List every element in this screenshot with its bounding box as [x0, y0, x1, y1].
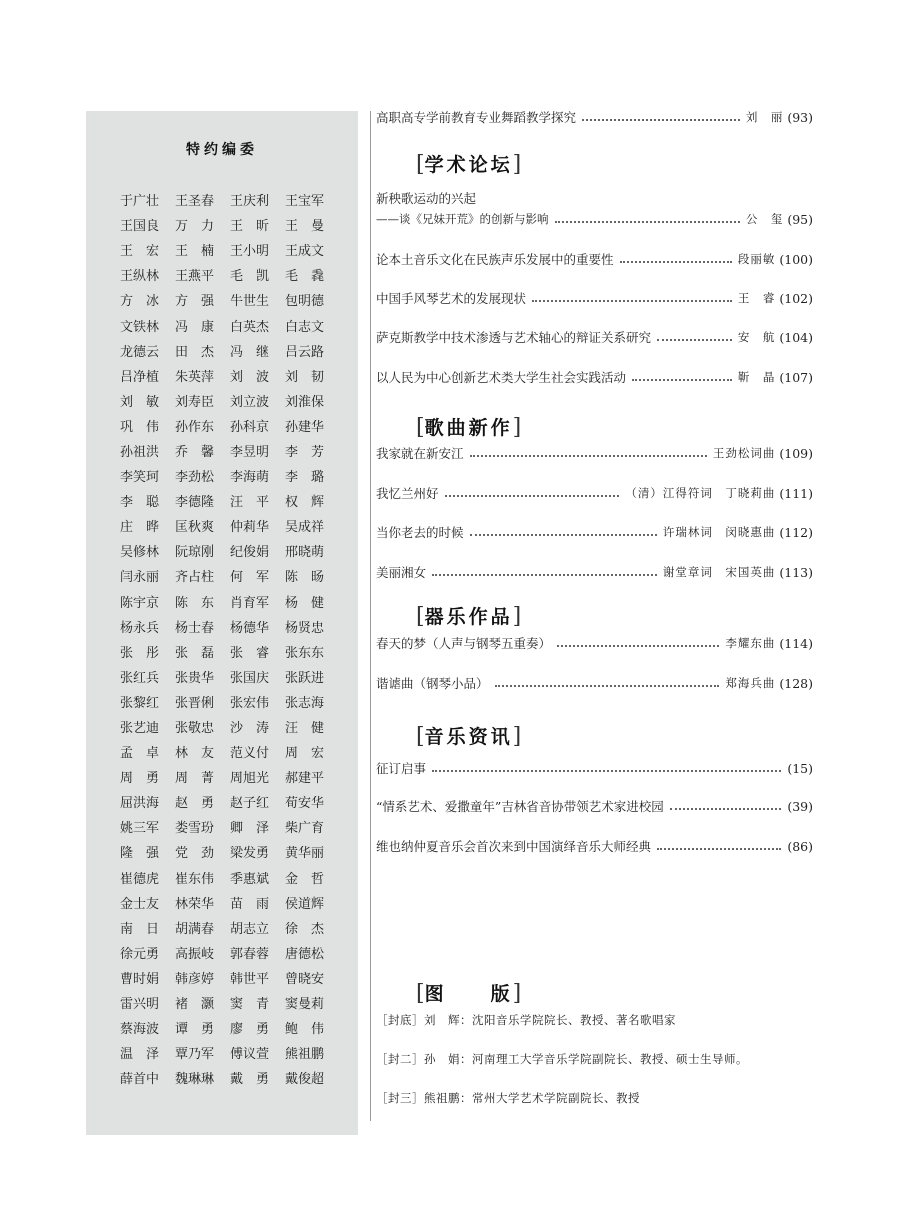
- editor-row: [120, 287, 340, 312]
- toc-entry-author: 王劲松词曲: [712, 446, 776, 460]
- editor-name: 金 哲: [285, 871, 325, 887]
- toc-entry[interactable]: [376, 563, 813, 581]
- editor-row: [120, 714, 340, 739]
- toc-entry-title: 谐谑曲（钢琴小品）: [376, 676, 489, 691]
- editor-name: 徐 杰: [285, 921, 325, 937]
- editor-name: 党 劲: [175, 846, 215, 862]
- editor-name: 张宏伟: [230, 695, 270, 711]
- toc-entry[interactable]: [376, 759, 813, 777]
- toc-entry[interactable]: [376, 674, 813, 692]
- toc-entry-author: 安 航: [737, 330, 776, 344]
- editor-name: 王 昕: [230, 219, 270, 235]
- editor-name: 张敬忠: [175, 721, 215, 737]
- editor-row: [120, 413, 340, 438]
- editor-row: [120, 839, 340, 864]
- editor-row: [120, 814, 340, 839]
- editor-row: [120, 363, 340, 388]
- editor-row: [120, 388, 340, 413]
- editor-name: 王小明: [230, 244, 270, 260]
- editor-name: 万 力: [175, 219, 215, 235]
- editor-name: 白英杰: [230, 319, 270, 335]
- plate-entry: [376, 1051, 748, 1067]
- editor-name: 杨德华: [230, 620, 270, 636]
- editor-name: 王 楠: [175, 244, 215, 260]
- editor-name: 李德隆: [175, 495, 215, 511]
- editor-name: 孙科京: [230, 419, 270, 435]
- editor-name: 李 聪: [120, 495, 160, 511]
- editor-name: 张东东: [285, 645, 325, 661]
- toc-entry-author: 李耀东曲: [725, 636, 776, 650]
- toc-entry-title: 论本土音乐文化在民族声乐发展中的重要性: [376, 252, 614, 267]
- toc-entry-author: 郑海兵曲: [725, 676, 776, 690]
- editor-row: [120, 1065, 340, 1090]
- leader-dots: [557, 645, 719, 647]
- editor-name: 季惠斌: [230, 871, 270, 887]
- editor-name: 冯 康: [175, 319, 215, 335]
- column-divider: [370, 111, 371, 1121]
- editor-name: 曾晓安: [285, 971, 325, 987]
- toc-entry-page: (86): [787, 838, 813, 854]
- leader-dots: [657, 848, 781, 850]
- toc-entry-title: 当你老去的时候: [376, 525, 464, 540]
- leader-dots: [495, 685, 720, 687]
- toc-entry-title: 高职高专学前教育专业舞蹈教学探究: [376, 110, 577, 125]
- editor-name: 窦曼莉: [285, 997, 325, 1013]
- toc-entry[interactable]: [376, 211, 813, 227]
- editor-name: 张 磊: [175, 645, 215, 661]
- toc-entry-title: 以人民为中心创新艺术类大学生社会实践活动: [376, 370, 627, 385]
- toc-entry-title[interactable]: 新秧歌运动的兴起: [376, 191, 477, 206]
- editor-name: 傅议萱: [230, 1047, 270, 1063]
- editor-name: 于广壮: [120, 194, 160, 210]
- plate-label: ［封底］: [376, 1013, 424, 1027]
- editor-name: 汪 平: [230, 495, 270, 511]
- editor-name: 刘立波: [230, 394, 270, 410]
- editor-name: 赵子红: [230, 796, 270, 812]
- leader-dots: [432, 574, 657, 576]
- editor-name: 范义付: [230, 746, 270, 762]
- plate-text: 刘 辉：沈阳音乐学院院长、教授、著名歌唱家: [424, 1013, 676, 1027]
- editor-row: [120, 463, 340, 488]
- editor-name: 权 辉: [285, 495, 325, 511]
- section-heading-songs: [歌曲新作]: [416, 415, 522, 440]
- editor-name: 王圣春: [175, 194, 215, 210]
- editor-name: 王 曼: [285, 219, 325, 235]
- toc-entry-page: (128): [779, 675, 813, 691]
- editor-name: 李劲松: [175, 470, 215, 486]
- editor-row: [120, 262, 340, 287]
- editor-row: [120, 338, 340, 363]
- leader-dots: [657, 339, 732, 341]
- toc-entry[interactable]: [376, 289, 813, 307]
- editor-row: [120, 965, 340, 990]
- editor-row: [120, 312, 340, 337]
- leader-dots: [555, 221, 740, 223]
- editor-name: 周旭光: [230, 771, 270, 787]
- editor-row: [120, 789, 340, 814]
- editor-name: 王庆利: [230, 194, 270, 210]
- editorial-board-title: 特约编委: [186, 142, 258, 158]
- toc-entry[interactable]: [376, 523, 813, 541]
- toc-entry[interactable]: [376, 328, 813, 346]
- editor-name: 姚三军: [120, 821, 160, 837]
- editor-name: 纪俊娟: [230, 545, 270, 561]
- editor-name: 周 勇: [120, 771, 160, 787]
- editorial-board-panel: [86, 111, 358, 1135]
- editor-name: 张跃进: [285, 670, 325, 686]
- editor-name: 陈宇京: [120, 595, 160, 611]
- editor-row: [120, 614, 340, 639]
- plate-entry: [376, 1090, 640, 1106]
- section-heading-plates: [图 版]: [416, 981, 522, 1006]
- editor-row: [120, 187, 340, 212]
- editor-name: 唐德松: [285, 946, 325, 962]
- editor-row: [120, 940, 340, 965]
- editor-name: 刘 韧: [285, 369, 325, 385]
- editor-name: 何 军: [230, 570, 270, 586]
- editor-name: 刘 敏: [120, 394, 160, 410]
- editor-name: 毛 凯: [230, 269, 270, 285]
- editor-name: 卿 泽: [230, 821, 270, 837]
- editor-name: 苗 雨: [230, 896, 270, 912]
- editor-name: 朱英萍: [175, 369, 215, 385]
- leader-dots: [470, 455, 707, 457]
- editor-name: 牛世生: [230, 294, 270, 310]
- section-heading-instrumental: [器乐作品]: [416, 604, 522, 629]
- editor-row: [120, 664, 340, 689]
- editor-name: 冯 继: [230, 344, 270, 360]
- editor-name: 林 友: [175, 746, 215, 762]
- editor-name: 吴成祥: [285, 520, 325, 536]
- editor-name: 林荣华: [175, 896, 215, 912]
- editor-name: 崔德虎: [120, 871, 160, 887]
- toc-entry-page: (102): [779, 290, 813, 306]
- toc-entry-page: (114): [779, 635, 813, 651]
- editor-name: 金士友: [120, 896, 160, 912]
- editor-name: 巩 伟: [120, 419, 160, 435]
- toc-entry-title: 萨克斯教学中技术渗透与艺术轴心的辩证关系研究: [376, 330, 652, 345]
- editor-name: 蔡海波: [120, 1022, 160, 1038]
- editor-name: 熊祖鹏: [285, 1047, 325, 1063]
- editor-name: 孟 卓: [120, 746, 160, 762]
- editor-name: 闫永丽: [120, 570, 160, 586]
- toc-entry[interactable]: [376, 837, 813, 855]
- toc-entry-title: 征订启事: [376, 761, 427, 776]
- editor-name: 刘 波: [230, 369, 270, 385]
- editor-name: 褚 灏: [175, 997, 215, 1013]
- editor-name: 张艺迪: [120, 721, 160, 737]
- editor-name: 田 杰: [175, 344, 215, 360]
- editor-name: 陈 旸: [285, 570, 325, 586]
- leader-dots: [670, 808, 782, 810]
- editor-row: [120, 764, 340, 789]
- editor-name: 周 宏: [285, 746, 325, 762]
- editor-row: [120, 513, 340, 538]
- editor-name: 南 日: [120, 921, 160, 937]
- editor-name: 郝建平: [285, 771, 325, 787]
- leader-dots: [532, 300, 732, 302]
- editor-name: 汪 健: [285, 721, 325, 737]
- editor-name: 乔 馨: [175, 444, 215, 460]
- toc-entry-author: （清）江得符词 丁晓莉曲: [625, 486, 776, 500]
- editor-name-grid: [120, 187, 340, 1090]
- editor-row: [120, 639, 340, 664]
- toc-entry-subtitle: ——谈《兄妹开荒》的创新与影响: [376, 212, 549, 226]
- toc-entry-page: (39): [787, 798, 813, 814]
- editor-name: 赵 勇: [175, 796, 215, 812]
- editor-name: 侯道辉: [285, 896, 325, 912]
- editor-name: 王国良: [120, 219, 160, 235]
- leader-dots: [445, 495, 620, 497]
- editor-name: 张国庆: [230, 670, 270, 686]
- leader-dots: [470, 534, 657, 536]
- editor-name: 李海萌: [230, 470, 270, 486]
- editor-name: 娄雪玢: [175, 821, 215, 837]
- editor-name: 孙祖洪: [120, 444, 160, 460]
- editor-name: 杨贤忠: [285, 620, 325, 636]
- editor-name: 肖育军: [230, 595, 270, 611]
- editor-name: 梁发勇: [230, 846, 270, 862]
- editor-name: 王燕平: [175, 269, 215, 285]
- toc-entry-title: “情系艺术、爱撒童年”吉林省音协带领艺术家进校园: [376, 799, 664, 814]
- toc-entry-page: (109): [779, 445, 813, 461]
- editor-name: 文铁林: [120, 319, 160, 335]
- editor-name: 毛 毳: [285, 269, 325, 285]
- toc-entry-author: 刘 丽: [745, 110, 784, 124]
- editor-name: 杨 健: [285, 595, 325, 611]
- editor-name: 张黎红: [120, 695, 160, 711]
- toc-entry-title: 我忆兰州好: [376, 486, 439, 501]
- editor-name: 王成文: [285, 244, 325, 260]
- editor-row: [120, 589, 340, 614]
- editor-name: 温 泽: [120, 1047, 160, 1063]
- editor-row: [120, 865, 340, 890]
- editor-name: 张贵华: [175, 670, 215, 686]
- editor-name: 韩世平: [230, 971, 270, 987]
- editor-name: 魏琳琳: [175, 1072, 215, 1088]
- toc-entry-title: 我家就在新安江: [376, 446, 464, 461]
- toc-entry-page: (112): [779, 524, 813, 540]
- editor-row: [120, 1015, 340, 1040]
- toc-entry-author: 王 睿: [737, 291, 776, 305]
- editor-name: 陈 东: [175, 595, 215, 611]
- editor-row: [120, 538, 340, 563]
- editor-name: 张红兵: [120, 670, 160, 686]
- editor-name: 齐占柱: [175, 570, 215, 586]
- toc-entry-author: 公 玺: [745, 212, 784, 226]
- leader-dots: [582, 119, 740, 121]
- editor-name: 薛首中: [120, 1072, 160, 1088]
- section-heading-academic: [学术论坛]: [416, 152, 522, 177]
- toc-entry-title: 维也纳仲夏音乐会首次来到中国演绎音乐大师经典: [376, 839, 652, 854]
- editor-row: [120, 915, 340, 940]
- toc-entry[interactable]: [376, 797, 813, 815]
- editor-name: 黄华丽: [285, 846, 325, 862]
- editor-name: 张 彤: [120, 645, 160, 661]
- editor-name: 柴广育: [285, 821, 325, 837]
- toc-entry[interactable]: [376, 484, 813, 502]
- toc-entry-page: (100): [779, 251, 813, 267]
- toc-entry[interactable]: [376, 634, 813, 652]
- editor-name: 鲍 伟: [285, 1022, 325, 1038]
- editor-name: 方 冰: [120, 294, 160, 310]
- toc-entry-author: 靳 晶: [737, 370, 776, 384]
- plate-text: 孙 娟：河南理工大学音乐学院副院长、教授、硕士生导师。: [424, 1052, 748, 1066]
- editor-name: 吴修林: [120, 545, 160, 561]
- toc-entry-page: (15): [787, 760, 813, 776]
- leader-dots: [620, 261, 732, 263]
- toc-entry-title: 美丽湘女: [376, 565, 427, 580]
- editor-name: 方 强: [175, 294, 215, 310]
- editor-name: 匡秋爽: [175, 520, 215, 536]
- toc-entry-page: (93): [787, 109, 813, 125]
- editor-name: 崔东伟: [175, 871, 215, 887]
- leader-dots: [432, 770, 781, 772]
- editor-name: 李 芳: [285, 444, 325, 460]
- editor-name: 李昱明: [230, 444, 270, 460]
- toc-entry-author: 段丽敏: [737, 252, 776, 266]
- toc-entry-page: (107): [779, 369, 813, 385]
- editor-name: 白志文: [285, 319, 325, 335]
- editor-name: 韩彦婷: [175, 971, 215, 987]
- editor-name: 王纵林: [120, 269, 160, 285]
- toc-entry[interactable]: [376, 444, 813, 462]
- editor-name: 胡志立: [230, 921, 270, 937]
- editor-name: 郭春蓉: [230, 946, 270, 962]
- toc-entry-author: 谢堂章词 宋国英曲: [662, 565, 776, 579]
- editor-row: [120, 212, 340, 237]
- editor-name: 张晋俐: [175, 695, 215, 711]
- editor-name: 沙 涛: [230, 721, 270, 737]
- toc-entry[interactable]: [376, 368, 813, 386]
- editor-name: 李笑珂: [120, 470, 160, 486]
- toc-entry-author: 许瑞林词 闵晓惠曲: [662, 525, 776, 539]
- editor-name: 隆 强: [120, 846, 160, 862]
- plate-label: ［封三］: [376, 1091, 424, 1105]
- editor-name: 包明德: [285, 294, 325, 310]
- editor-name: 高振岐: [175, 946, 215, 962]
- editor-name: 李 璐: [285, 470, 325, 486]
- editor-name: 窦 青: [230, 997, 270, 1013]
- editor-row: [120, 990, 340, 1015]
- editor-name: 雷兴明: [120, 997, 160, 1013]
- toc-entry[interactable]: [376, 108, 813, 126]
- editor-name: 杨永兵: [120, 620, 160, 636]
- toc-entry-page: (95): [787, 211, 813, 227]
- plate-label: ［封二］: [376, 1052, 424, 1066]
- editor-name: 覃乃军: [175, 1047, 215, 1063]
- editor-name: 刘寿臣: [175, 394, 215, 410]
- editor-name: 谭 勇: [175, 1022, 215, 1038]
- editor-name: 邢晓萌: [285, 545, 325, 561]
- toc-entry-title: 中国手风琴艺术的发展现状: [376, 291, 527, 306]
- section-heading-news: [音乐资讯]: [416, 724, 522, 749]
- editor-name: 刘淮保: [285, 394, 325, 410]
- editor-name: 廖 勇: [230, 1022, 270, 1038]
- editor-name: 戴 勇: [230, 1072, 270, 1088]
- leader-dots: [632, 379, 732, 381]
- editor-name: 张 睿: [230, 645, 270, 661]
- editor-name: 吕净植: [120, 369, 160, 385]
- editor-row: [120, 739, 340, 764]
- editor-row: [120, 563, 340, 588]
- editor-name: 王 宏: [120, 244, 160, 260]
- editor-name: 吕云路: [285, 344, 325, 360]
- editor-name: 徐元勇: [120, 946, 160, 962]
- toc-entry-page: (104): [779, 329, 813, 345]
- editor-name: 龙德云: [120, 344, 160, 360]
- editor-row: [120, 890, 340, 915]
- editor-name: 荀安华: [285, 796, 325, 812]
- editor-name: 孙建华: [285, 419, 325, 435]
- editor-name: 张志海: [285, 695, 325, 711]
- editor-name: 周 菁: [175, 771, 215, 787]
- editor-row: [120, 1040, 340, 1065]
- editor-name: 曹时娟: [120, 971, 160, 987]
- editor-name: 庄 晔: [120, 520, 160, 536]
- toc-entry-page: (113): [779, 564, 813, 580]
- plate-text: 熊祖鹏：常州大学艺术学院副院长、教授: [424, 1091, 640, 1105]
- editor-name: 屈洪海: [120, 796, 160, 812]
- editor-name: 阮琼刚: [175, 545, 215, 561]
- editor-row: [120, 237, 340, 262]
- editor-name: 仲莉华: [230, 520, 270, 536]
- plate-entry: [376, 1012, 676, 1028]
- editor-name: 杨士春: [175, 620, 215, 636]
- toc-entry-page: (111): [779, 485, 813, 501]
- editor-row: [120, 438, 340, 463]
- editor-name: 王宝军: [285, 194, 325, 210]
- toc-entry[interactable]: [376, 250, 813, 268]
- editor-name: 孙作东: [175, 419, 215, 435]
- editor-row: [120, 689, 340, 714]
- editor-name: 胡满春: [175, 921, 215, 937]
- toc-entry-title: 春天的梦（人声与钢琴五重奏）: [376, 636, 552, 651]
- editor-name: 戴俊超: [285, 1072, 325, 1088]
- editor-row: [120, 488, 340, 513]
